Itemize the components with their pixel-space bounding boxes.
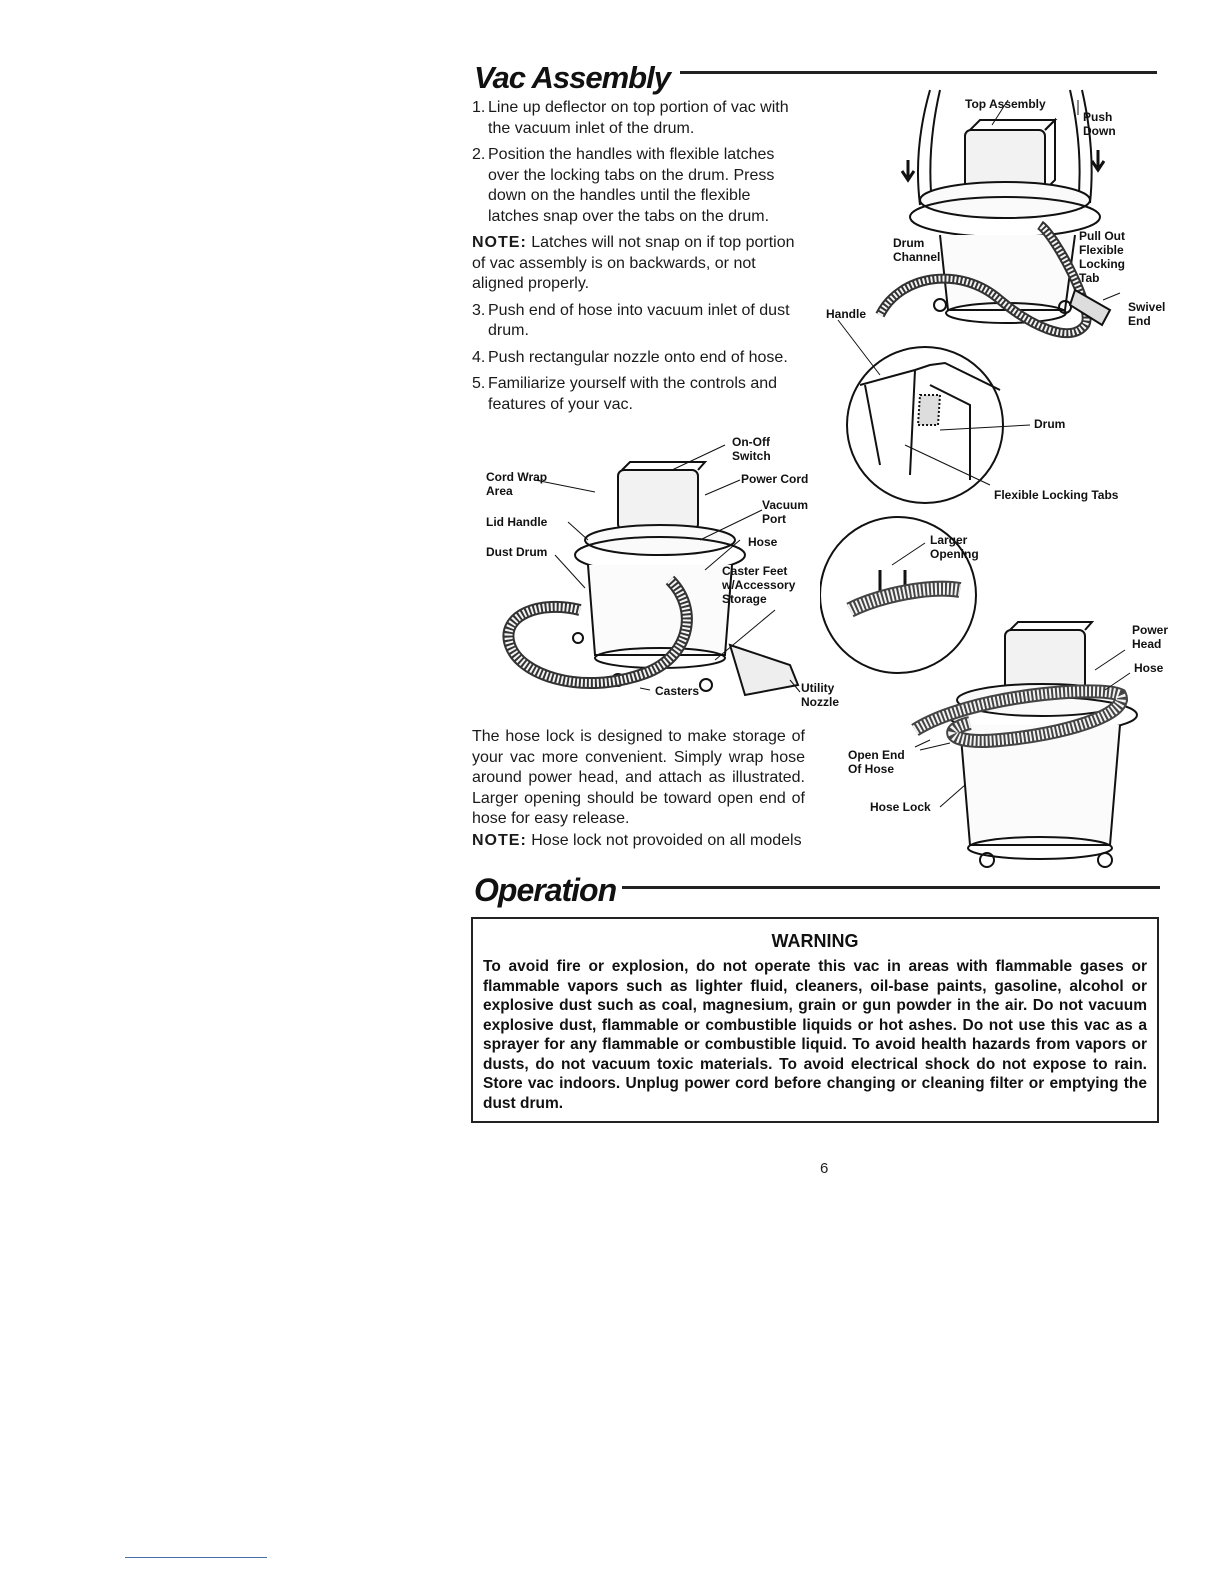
label-swivel-end: Swivel End xyxy=(1128,300,1166,328)
warning-text: To avoid fire or explosion, do not operate this vac in areas with flammable gases or flammable vapors such as lighter fluid, cleaners, oil-base paints, gasoline, alcohol or explosive dust such as coal, magnesium, grain or gun powder in the air. Do not vacuum explosive dust, flammable or combustible liquids or hot ashes. Do not use this vac as a sprayer for any flammable or combustible liquid. To avoid health hazards from vapors or dusts, do not vacuum toxic materials. To avoid electrical shock do not expose to rain. Store vac indoors. Unplug power cord before changing or cleaning filter or emptying the dust drum. xyxy=(483,958,1147,1112)
label-lid-handle: Lid Handle xyxy=(486,515,548,529)
label-power-cord: Power Cord xyxy=(741,472,809,486)
label-drum-channel: Drum Channel xyxy=(893,236,941,264)
label-drum: Drum xyxy=(1034,417,1066,431)
label-utility-nozzle: Utility Nozzle xyxy=(801,681,840,709)
footer-divider xyxy=(125,1557,267,1558)
label-vacuum-port: Vacuum Port xyxy=(762,498,809,526)
section-title-vac-assembly: Vac Assembly xyxy=(474,60,670,95)
note-assembly: NOTE: Latches will not snap on if top portion of vac assembly is on backwards, or not aligned properly. xyxy=(472,234,795,292)
label-larger-opening: Larger Opening xyxy=(930,533,979,561)
step-item: 3. Push end of hose into vacuum inlet of dust drum. xyxy=(472,301,790,339)
label-on-off-switch: On-Off Switch xyxy=(732,435,771,463)
label-pull-out-tab: Pull Out Flexible Locking Tab xyxy=(1079,229,1126,285)
assembly-instructions xyxy=(472,98,804,421)
label-handle: Handle xyxy=(826,307,867,321)
label-hose: Hose xyxy=(748,535,778,549)
label-hose-lock: Hose Lock xyxy=(870,800,931,814)
step-item: 4. Push rectangular nozzle onto end of hose. xyxy=(472,348,788,366)
title-rule xyxy=(622,886,1160,889)
label-hose-lock-hose: Hose xyxy=(1134,661,1164,675)
warning-title: WARNING xyxy=(771,931,859,951)
hose-lock-illustration xyxy=(820,515,1180,890)
step-item: 2. Position the handles with flexible latches over the locking tabs on the drum. Press down on the handles until the flexible latches snap over the tabs on the drum. xyxy=(472,146,775,225)
label-power-head: Power Head xyxy=(1132,623,1169,651)
page-number: 6 xyxy=(820,1160,829,1177)
title-rule xyxy=(680,71,1157,74)
section-title-operation: Operation xyxy=(474,872,617,908)
label-casters: Casters xyxy=(655,684,700,698)
label-push-down: Push Down xyxy=(1083,110,1116,138)
label-dust-drum: Dust Drum xyxy=(486,545,548,559)
assembly-illustration xyxy=(820,85,1180,505)
label-flexible-locking-tabs: Flexible Locking Tabs xyxy=(994,488,1119,502)
step-item: 1. Line up deflector on top portion of vac with the vacuum inlet of the drum. xyxy=(472,99,789,137)
step-item: 5. Familiarize yourself with the controls and features of your vac. xyxy=(472,375,778,413)
warning-box xyxy=(471,917,1159,1123)
note-hose-lock: NOTE: Hose lock not provoided on all models xyxy=(472,832,802,849)
label-caster-feet: Caster Feet w/Accessory Storage xyxy=(722,564,796,606)
label-cord-wrap-area: Cord Wrap Area xyxy=(486,470,548,498)
hose-lock-description: The hose lock is designed to make storage of your vac more convenient. Simply wrap hose around power head, and attach as illustrated. Larger opening should be toward open end of hose for easy release. xyxy=(472,728,805,827)
label-open-end-of-hose: Open End Of Hose xyxy=(848,748,905,776)
label-top-assembly: Top Assembly xyxy=(965,97,1046,111)
